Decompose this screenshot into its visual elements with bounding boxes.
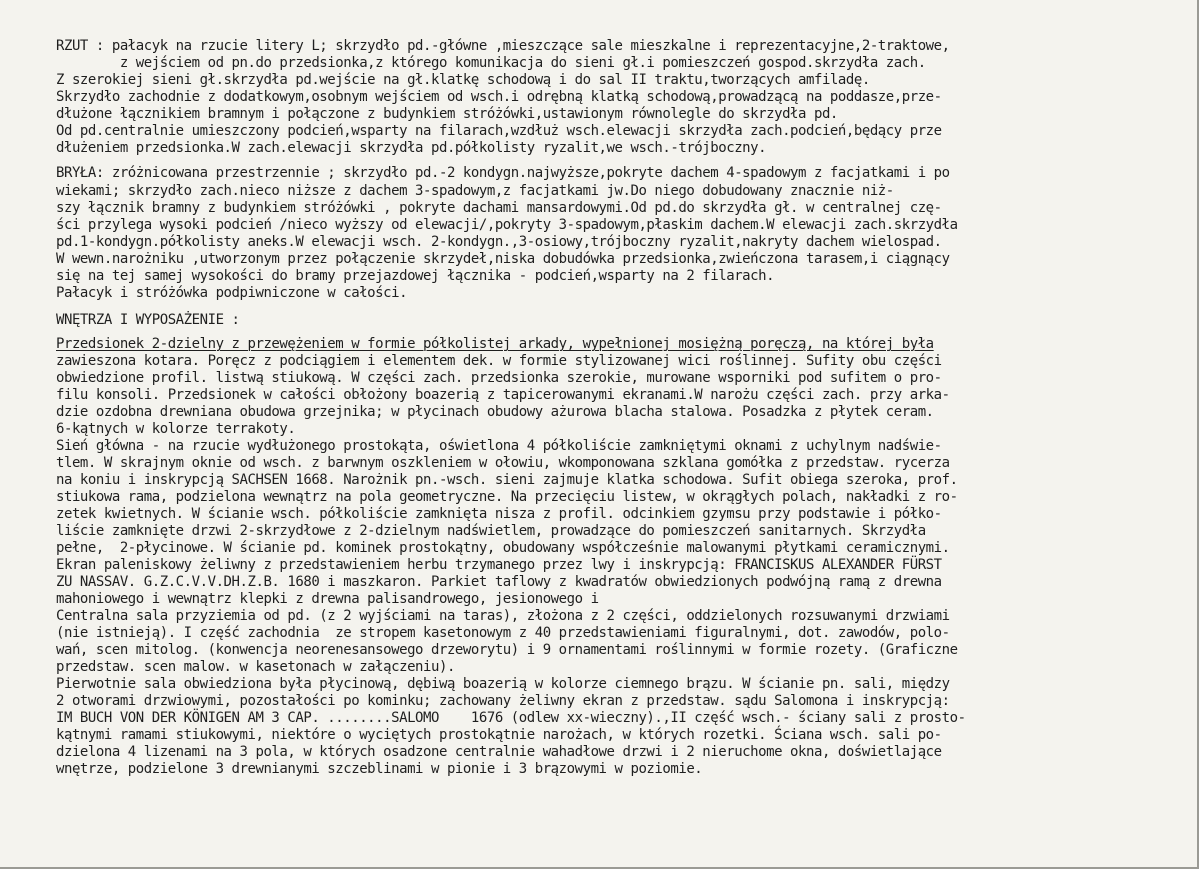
- text-line: stiukowa rama, podzielona wewnątrz na pola geometryczne. Na przecięciu listew, w okrągłych polach, nakładki z ro-: [56, 489, 958, 505]
- text-line: liście zamknięte drzwi 2-skrzydłowe z 2-dzielnym nadświetlem, prowadzące do pomieszczeń sanitarnych. Skrzydła: [56, 523, 926, 539]
- text-line: obwiedzione profil. listwą stiukową. W części zach. przedsionka szerokie, murowane wsporniki pod sufitem o pro-: [56, 370, 942, 386]
- text-line: 2 otworami drzwiowymi, pozostałości po kominku; zachowany żeliwny ekran z przedstaw. sądu Salomona i inskrypcją:: [56, 693, 950, 709]
- text-line: Z szerokiej sieni gł.skrzydła pd.wejście na gł.klatkę schodową i do sal II traktu,tworzących amfiladę.: [56, 72, 870, 88]
- text-line: (nie istnieją). I część zachodnia ze stropem kasetonowym z 40 przedstawieniami figuralnymi, dot. zawodów, polo-: [56, 625, 950, 641]
- text-line: tlem. W skrajnym oknie od wsch. z barwnym oszkleniem w ołowiu, wkomponowana szklana gomółka z przedstaw. rycerza: [56, 455, 950, 471]
- text-line: pd.1-kondygn.półkolisty aneks.W elewacji wsch. 2-kondygn.,3-osiowy,trójboczny ryzalit,nakryty dachem wielospad.: [56, 234, 942, 250]
- text-line: Przedsionek 2-dzielny z przewężeniem w formie półkolistej arkady, wypełnionej mosiężną poręczą, na której była: [56, 336, 934, 352]
- text-line: 6-kątnych w kolorze terrakoty.: [56, 421, 296, 437]
- text-line: Centralna sala przyziemia od pd. (z 2 wyjściami na taras), złożona z 2 części, oddzielonych rozsuwanymi drzwiami: [56, 608, 950, 624]
- text-line: pełne, 2-płycinowe. W ścianie pd. kominek prostokątny, obudowany współcześnie malowanymi płytkami ceramicznymi.: [56, 540, 950, 556]
- section-heading: WNĘTRZA I WYPOSAŻENIE :: [56, 312, 240, 328]
- text-line: na koniu i inskrypcją SACHSEN 1668. Narożnik pn.-wsch. sieni zajmuje klatka schodowa. Sufit obiega szeroka, prof.: [56, 472, 958, 488]
- text-line: zawieszona kotara. Poręcz z podciągiem i elementem dek. w formie stylizowanej wici roślinnej. Sufity obu części: [56, 353, 942, 369]
- text-line: Pierwotnie sala obwiedziona była płycinową, dębiwą boazerią w kolorze ciemnego brązu. W ścianie pn. sali, między: [56, 676, 950, 692]
- text-line: BRYŁA: zróżnicowana przestrzennie ; skrzydło pd.-2 kondygn.najwyższe,pokryte dachem 4-spadowym z facjatkami i po: [56, 165, 950, 181]
- text-line: ści przylega wysoki podcień /nieco wyższy od elewacji/,pokryty 3-spadowym,płaskim dachem.W elewacji zach.skrzydła: [56, 217, 958, 233]
- text-line: wiekami; skrzydło zach.nieco niższe z dachem 3-spadowym,z facjatkami jw.Do niego dobudowany znacznie niż-: [56, 183, 894, 199]
- text-line: Od pd.centralnie umieszczony podcień,wsparty na filarach,wzdłuż wsch.elewacji skrzydła zach.podcień,będący prze: [56, 123, 942, 139]
- text-line: kątnymi ramami stiukowymi, niektóre o wyciętych prostokątnie narożach, w których rozetki. Ściana wsch. sali po-: [56, 727, 942, 743]
- text-line: wnętrze, podzielone 3 drewnianymi szczeblinami w pionie i 3 brązowymi w poziomie.: [56, 761, 703, 777]
- text-line: Sień główna - na rzucie wydłużonego prostokąta, oświetlona 4 półkoliście zamkniętymi oknami z uchylnym nadświe-: [56, 438, 942, 454]
- text-line: dzie ozdobna drewniana obudowa grzejnika; w płycinach obudowy ażurowa blacha stalowa. Posadzka z płytek ceram.: [56, 404, 934, 420]
- text-line: Pałacyk i stróżówka podpiwniczone w całości.: [56, 285, 408, 301]
- text-line: dłużone łącznikiem bramnym i połączone z budynkiem stróżówki,ustawionym równolegle do skrzydła pd.: [56, 106, 838, 122]
- text-line: przedstaw. scen malow. w kasetonach w załączeniu).: [56, 659, 455, 675]
- text-line: z wejściem od pn.do przedsionka,z którego komunikacja do sieni gł.i pomieszczeń gospod.skrzydła zach.: [56, 55, 926, 71]
- text-line: ZU NASSAV. G.Z.C.V.V.DH.Z.B. 1680 i maszkaron. Parkiet taflowy z kwadratów obwiedzionych podwójną ramą z drewna: [56, 574, 942, 590]
- text-line: dzielona 4 lizenami na 3 pola, w których osadzone centralnie wahadłowe drzwi i 2 nieruchome okna, doświetlające: [56, 744, 942, 760]
- text-line: zetek kwietnych. W ścianie wsch. półkoliście zamknięta nisza z profil. odcinkiem gzymsu przy podstawie i półko-: [56, 506, 942, 522]
- text-line: RZUT : pałacyk na rzucie litery L; skrzydło pd.-główne ,mieszczące sale mieszkalne i reprezentacyjne,2-traktowe,: [56, 38, 950, 54]
- text-line: W wewn.narożniku ,utworzonym przez połączenie skrzydeł,niska dobudówka przedsionka,zwieńczona tarasem,i ciągnący: [56, 251, 950, 267]
- text-line: dłużeniem przedsionka.W zach.elewacji skrzydła pd.półkolisty ryzalit,we wsch.-trójboczny.: [56, 140, 767, 156]
- text-line: IM BUCH VON DER KÖNIGEN AM 3 CAP. ........SALOMO 1676 (odlew xx-wieczny).,II część wsch.- ściany sali z prosto-: [56, 710, 966, 726]
- text-line: filu konsoli. Przedsionek w całości obłożony boazerią z tapicerowanymi ekranami.W narożu części zach. przy arka-: [56, 387, 950, 403]
- text-line: szy łącznik bramny z budynkiem stróżówki , pokryte dachami mansardowymi.Od pd.do skrzydła gł. w centralnej czę-: [56, 200, 942, 216]
- text-line: mahoniowego i wewnątrz klepki z drewna palisandrowego, jesionowego i: [56, 591, 599, 607]
- text-line: Skrzydło zachodnie z dodatkowym,osobnym wejściem od wsch.i odrębną klatką schodową,prowadzącą na poddasze,prze-: [56, 89, 942, 105]
- text-line: się na tej samej wysokości do bramy przejazdowej łącznika - podcień,wsparty na 2 filarach.: [56, 268, 775, 284]
- text-line: Ekran paleniskowy żeliwny z przedstawieniem herbu trzymanego przez lwy i inskrypcją: FRANCISKUS ALEXANDER FÜRST: [56, 557, 942, 573]
- text-line: wań, scen mitolog. (konwencja neorenesansowego drzeworytu) i 9 ornamentami roślinnymi w formie rozety. (Graficzne: [56, 642, 958, 658]
